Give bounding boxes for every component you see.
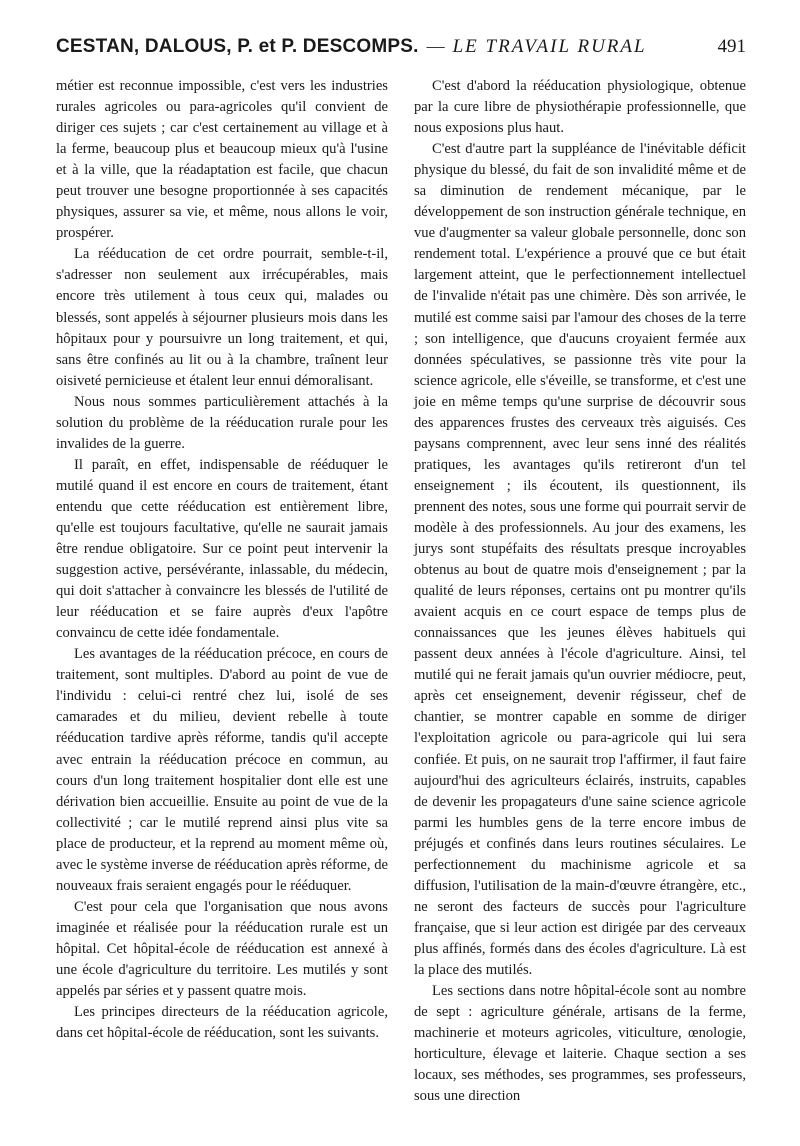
paragraph: La rééducation de cet ordre pourrait, semble-t-il, s'adresser non seulement aux irrécupérables, mais encore très utilement à tous ceux qui, malades ou blessés, sont appelés à séjourner plusieurs mois dans les hôpitaux pour y poursuivre un long traitement, et qui, sans être confinés au lit ou à la chambre, traînent leur oisiveté pernicieuse et étalent leur ennui démoralisant. <box>56 246 388 389</box>
paragraph: C'est d'autre part la suppléance de l'inévitable déficit physique du blessé, du fait de son invalidité même et de sa diminution de rendement mécanique, par le développement de son instruction générale technique, en vue d'augmenter sa valeur globale personnelle, donc son rendement total. L'expérience a prouvé que ce but était largement atteint, que le perfectionnement intellectuel de l'invalide n'était pas une chimère. Dès son arrivée, le mutilé est comme saisi par l'amour des choses de la terre ; son intelligence, que d'aucuns croyaient fermée aux données spéculatives, se passionne très vite pour la science agricole, elle s'éveille, se transforme, et c'est une joie en même temps qu'une surprise de découvrir sous des apparences frustes des cerveaux très aiguisés. Ces paysans comprennent, avec leur sens inné des réalités pratiques, les avantages qu'ils retireront d'un tel enseignement ; ils écoutent, ils questionnent, ils prennent des notes, sous une forme qui pourrait servir de modèle à des professionnels. Au jour des examens, les jurys sont stupéfaits des résultats presque incroyables obtenus au bout de quatre mois d'enseignement ; par la qualité de leurs réponses, certains ont pu montrer qu'ils avaient acquis en ce court espace de temps plus de connaissances que les jeunes élèves habituels qui passent deux années à l'école d'agriculture. Ainsi, tel mutilé qui ne ferait jamais qu'un ouvrier médiocre, peut, après cet enseignement, devenir régisseur, chef de chantier, se montrer capable en somme de diriger l'exploitation agricole ou para-agricole qui lui sera confiée. Et puis, on ne saurait trop l'affirmer, il faut faire aujourd'hui des agriculteurs éclairés, instruits, capables de devenir les propagateurs d'une saine science agricole parmi les humbles gens de la terre encore imbus de préjugés et confinés dans leurs routines séculaires. Le perfectionnement du machinisme agricole et sa diffusion, l'utilisation de la main-d'œuvre étrangère, etc., ne seront des facteurs de succès pour l'agriculture française, que si leur action est dirigée par des cerveaux plus affinés, formés dans des écoles d'agriculture. Là est la place des mutilés. <box>414 141 746 978</box>
running-head <box>56 36 746 66</box>
right-column <box>414 76 746 1107</box>
paragraph: Les sections dans notre hôpital-école sont au nombre de sept : agriculture générale, artisans de la ferme, machinerie et moteurs agricoles, viticulture, œnologie, horticulture, élevage et laiterie. Chaque section a ses locaux, ses méthodes, ses programmes, ses professeurs, sous une direction <box>414 983 746 1105</box>
paragraph: Nous nous sommes particulièrement attachés à la solution du problème de la rééducation rurale pour les invalides de la guerre. <box>56 393 388 452</box>
paragraph: Il paraît, en effet, indispensable de rééduquer le mutilé quand il est encore en cours de traitement, étant entendu que cette rééducation est entièrement libre, qu'elle est toujours facultative, qu'elle ne saurait jamais être rendue obligatoire. Sur ce point peut intervenir la suggestion active, persévérante, inlassable, du médecin, qui doit s'attacher à convaincre les blessés de l'utilité de leur rééducation et se faire auprès d'eux l'apôtre convaincu de cette idée fondamentale. <box>56 456 388 642</box>
page-number: 491 <box>717 36 746 57</box>
paragraph: C'est pour cela que l'organisation que nous avons imaginée et réalisée pour la rééducation rurale est un hôpital. Cet hôpital-école de rééducation est annexé à une école d'agriculture du territoire. Les mutilés y sont appelés par séries et y passent quatre mois. <box>56 898 388 1000</box>
running-head-authors: CESTAN, DALOUS, P. et P. DESCOMPS. <box>56 36 419 57</box>
paragraph: Les principes directeurs de la rééducation agricole, dans cet hôpital-école de rééducation, sont les suivants. <box>56 1004 388 1042</box>
running-head-title: LE TRAVAIL RURAL <box>452 36 647 57</box>
running-head-dash: — <box>426 36 445 56</box>
paragraph: métier est reconnue impossible, c'est vers les industries rurales agricoles ou para-agricoles qu'il convient de diriger ces sujets ; car c'est certainement au village et à la ferme, beaucoup plus et beaucoup mieux qu'à l'usine et à la ville, que la réadaptation est facile, que chacun peut trouver une besogne proportionnée à ses capacités physiques, assurer sa vie, et même, nous allons le voir, prospérer. <box>56 78 388 242</box>
paragraph: C'est d'abord la rééducation physiologique, obtenue par la cure libre de physiothérapie professionnelle, que nous exposions plus haut. <box>414 78 746 137</box>
paragraph: Les avantages de la rééducation précoce, en cours de traitement, sont multiples. D'abord au point de vue de l'individu : celui-ci rentré chez lui, isolé de ses camarades et du milieu, devient rebelle à toute rééducation tardive après réforme, tandis qu'il accepte avec entrain la rééducation précoce en commun, au cours d'un long traitement hospitalier dont elle est une dérivation bien accueillie. Ensuite au point de vue de la collectivité ; car le mutilé reprend ainsi plus vite sa place de producteur, et la reprend au moment même où, avec le système inverse de rééducation après réforme, de nouveaux frais seraient engagés pour le rééduquer. <box>56 646 388 894</box>
left-column <box>56 76 388 1044</box>
journal-page <box>56 36 746 1116</box>
